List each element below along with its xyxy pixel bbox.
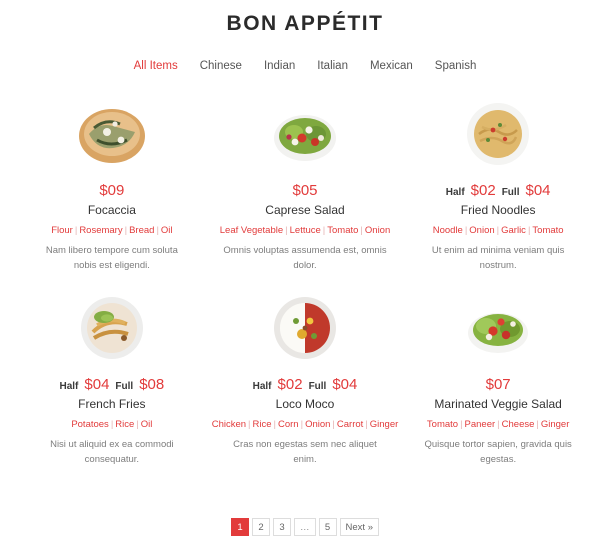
ingredient-tag: Garlic (501, 225, 526, 236)
ingredient-tag: Tomato (327, 225, 359, 236)
tag-separator: | (124, 225, 128, 236)
ingredient-tag: Rosemary (79, 225, 123, 236)
tag-separator: | (273, 418, 276, 430)
ingredient-tag: Corn (278, 418, 299, 430)
ingredient-tag: Rice (252, 418, 272, 430)
price-value: $02 (277, 375, 303, 393)
ingredient-tags (422, 418, 574, 432)
price-row (36, 182, 188, 199)
tag-separator: | (460, 418, 463, 430)
ingredient-tag: Rice (115, 418, 135, 430)
menu-item-card[interactable] (24, 94, 200, 274)
focaccia-photo (69, 94, 155, 172)
ingredient-tags (422, 224, 574, 238)
dish-description: Nam libero tempore cum soluta nobis est eligendi. (45, 245, 178, 271)
price-value: $09 (99, 182, 125, 199)
price-value: $08 (139, 375, 165, 393)
ingredient-tag: Carrot (336, 418, 364, 430)
filter-mexican[interactable]: Mexican (369, 60, 413, 72)
dish-name: Caprese Salad (265, 203, 345, 217)
tag-separator: | (285, 225, 288, 236)
ingredient-tag: Ginger (369, 418, 399, 430)
ingredient-tag: Oil (140, 418, 153, 430)
menu-item-card[interactable] (24, 288, 200, 468)
price-row (36, 376, 188, 393)
page-title: BON APPÉTIT (226, 12, 384, 35)
ingredient-tag: Cheese (501, 418, 535, 430)
tag-separator: | (248, 418, 251, 430)
ingredient-tag: Onion (364, 225, 391, 236)
tag-separator: | (536, 418, 539, 430)
pagination-page-5[interactable]: 5 (319, 518, 337, 536)
price-row (212, 182, 399, 199)
ingredient-tag: Potatoes (71, 418, 109, 430)
ingredient-tags (212, 418, 399, 432)
caprese-salad-photo (262, 94, 348, 172)
ingredient-tag: Ginger (540, 418, 570, 430)
menu-item-card[interactable] (200, 288, 411, 468)
menu-item-card[interactable] (410, 288, 586, 468)
ingredient-tag: Flour (51, 225, 73, 236)
price-value: $05 (292, 182, 318, 199)
dish-name: Focaccia (87, 203, 136, 217)
dish-name: Loco Moco (275, 396, 335, 411)
ingredient-tags (36, 418, 188, 432)
pagination (0, 518, 610, 536)
dish-name: Fried Noodles (460, 203, 536, 217)
ingredient-tag: Tomato (426, 418, 459, 430)
price-portion-label: Full (501, 187, 520, 198)
dish-description: Ut enim ad minima veniam quis nostrum. (431, 245, 565, 271)
filter-spanish[interactable]: Spanish (434, 60, 477, 72)
pagination-ellipsis: … (294, 518, 316, 536)
dish-description: Nisi ut aliquid ex ea commodi consequatur. (50, 438, 174, 465)
dish-description: Quisque tortor sapien, gravida quis egestas. (424, 438, 572, 465)
ingredient-tag: Noodle (432, 225, 463, 236)
veggie-salad-photo (455, 288, 541, 366)
ingredient-tags (36, 224, 188, 238)
ingredient-tag: Chicken (211, 418, 247, 430)
menu-item-card[interactable] (410, 94, 586, 274)
price-value: $04 (332, 375, 358, 393)
fried-noodles-photo (455, 94, 541, 172)
dish-name: French Fries (78, 396, 146, 411)
tag-separator: | (527, 225, 531, 236)
price-portion-label: Half (59, 380, 79, 392)
filter-chinese[interactable]: Chinese (199, 60, 242, 72)
loco-moco-photo (262, 288, 348, 366)
ingredient-tag: Bread (129, 225, 155, 236)
tag-separator: | (365, 418, 368, 430)
tag-separator: | (156, 225, 159, 236)
menu-grid (0, 94, 610, 467)
ingredient-tag: Onion (305, 418, 331, 430)
menu-item-card[interactable] (200, 94, 411, 274)
dish-name: Marinated Veggie Salad (434, 396, 562, 411)
tag-separator: | (300, 418, 304, 430)
pagination-page-2[interactable]: 2 (252, 518, 270, 536)
ingredient-tags (212, 224, 399, 238)
dish-description: Omnis voluptas assumenda est, omnis dolor. (223, 245, 387, 271)
ingredient-tag: Tomato (532, 225, 564, 236)
filter-all-items[interactable]: All Items (133, 60, 178, 72)
tag-separator: | (497, 418, 500, 430)
price-row (422, 376, 574, 393)
dish-description: Cras non egestas sem nec aliquet enim. (233, 438, 377, 465)
pagination-page-1[interactable]: 1 (231, 518, 249, 536)
price-value: $02 (470, 182, 496, 199)
ingredient-tag: Onion (469, 225, 495, 236)
tag-separator: | (332, 418, 335, 430)
price-row (422, 182, 574, 199)
price-portion-label: Half (252, 380, 272, 392)
filter-italian[interactable]: Italian (317, 60, 348, 72)
price-row (212, 376, 399, 393)
ingredient-tag: Lettuce (289, 225, 321, 236)
tag-separator: | (136, 418, 139, 430)
price-value: $04 (525, 182, 551, 199)
tag-separator: | (360, 225, 363, 236)
price-portion-label: Full (308, 380, 327, 392)
category-filter-bar (0, 60, 610, 72)
french-fries-photo (69, 288, 155, 366)
tag-separator: | (322, 225, 326, 236)
pagination-page-3[interactable]: 3 (273, 518, 291, 536)
ingredient-tag: Leaf Vegetable (219, 225, 284, 236)
price-value: $04 (84, 375, 110, 393)
tag-separator: | (74, 225, 78, 236)
ingredient-tag: Oil (160, 225, 173, 236)
tag-separator: | (110, 418, 114, 430)
ingredient-tag: Paneer (464, 418, 496, 430)
tag-separator: | (496, 225, 500, 236)
price-portion-label: Half (445, 187, 465, 198)
price-value: $07 (485, 375, 511, 393)
tag-separator: | (464, 225, 468, 236)
pagination-next-button[interactable]: Next » (340, 518, 379, 536)
price-portion-label: Full (115, 380, 134, 392)
filter-indian[interactable]: Indian (263, 60, 296, 72)
